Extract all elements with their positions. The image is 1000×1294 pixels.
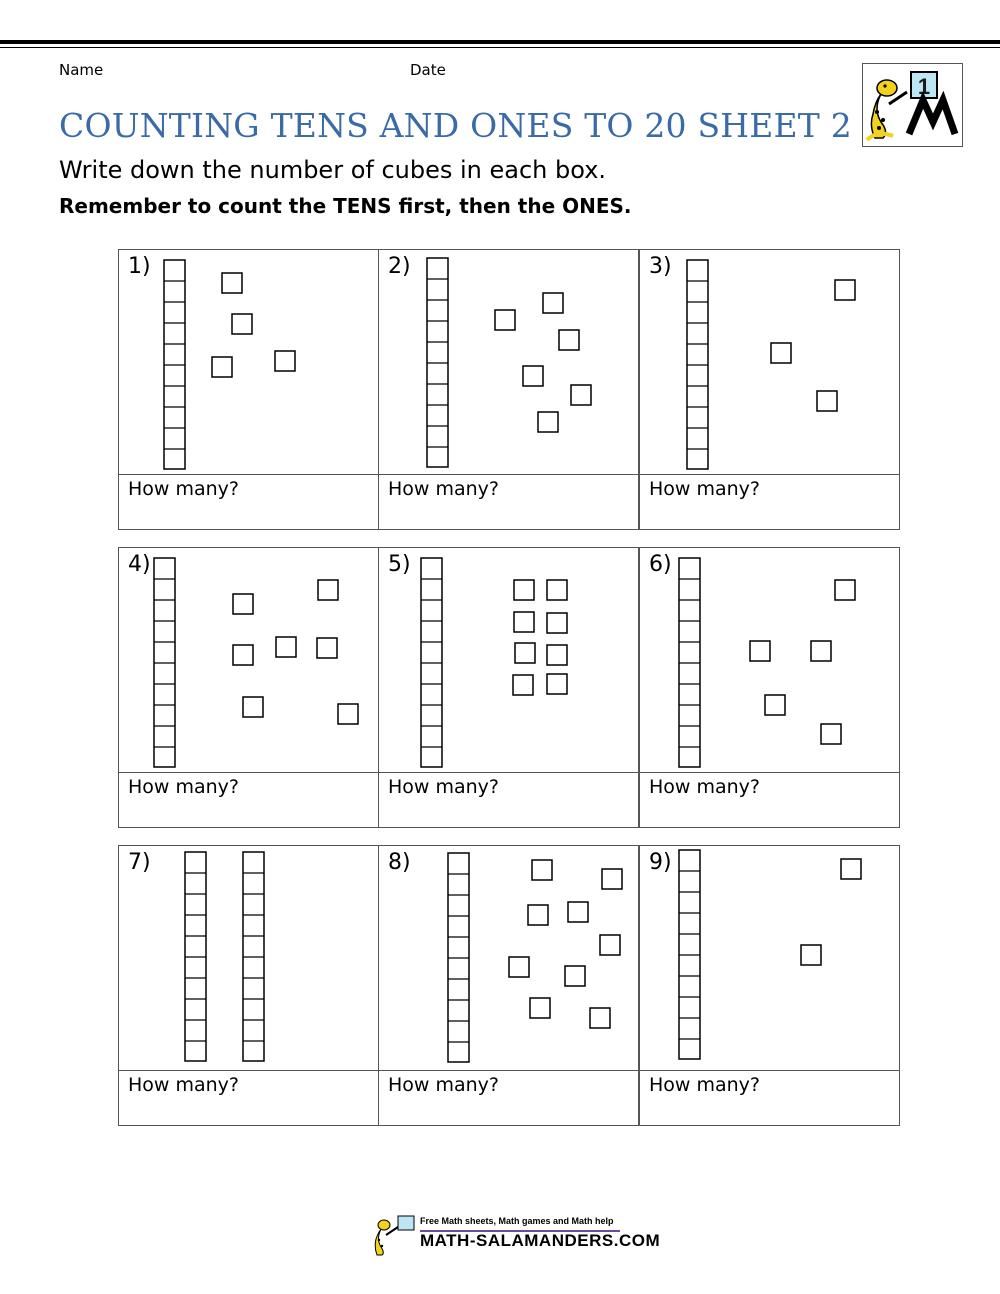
one-cube <box>222 273 242 293</box>
one-cube <box>750 641 770 661</box>
salamander-logo <box>862 63 963 147</box>
ten-rod <box>243 852 264 1061</box>
problem-box <box>118 249 379 530</box>
answer-divider <box>119 772 378 773</box>
page-title: COUNTING TENS AND ONES TO 20 SHEET 2 <box>59 106 852 145</box>
instruction-bold-text: Remember to count the TENS first, then the ONES. <box>59 194 632 218</box>
one-cube <box>318 580 338 600</box>
one-cube <box>233 645 253 665</box>
one-cube <box>275 351 295 371</box>
one-cube <box>547 580 567 600</box>
answer-divider <box>379 1070 638 1071</box>
logo-badge-text: 1 <box>917 74 931 99</box>
how-many-prompt: How many? <box>388 776 500 798</box>
one-cube <box>233 594 253 614</box>
cubes-figure <box>640 250 901 474</box>
one-cube <box>559 330 579 350</box>
one-cube <box>835 580 855 600</box>
one-cube <box>811 641 831 661</box>
problem-number: 9) <box>649 850 672 875</box>
one-cube <box>523 366 543 386</box>
one-cube <box>530 998 550 1018</box>
ten-rod <box>687 260 708 469</box>
problem-box <box>378 547 639 828</box>
one-cube <box>338 704 358 724</box>
problem-box <box>639 547 900 828</box>
one-cube <box>547 613 567 633</box>
one-cube <box>835 280 855 300</box>
answer-divider <box>640 772 899 773</box>
problem-number: 6) <box>649 552 672 577</box>
cubes-figure <box>119 548 380 772</box>
one-cube <box>509 957 529 977</box>
how-many-prompt: How many? <box>649 776 761 798</box>
cubes-figure <box>379 846 640 1070</box>
how-many-prompt: How many? <box>128 1074 240 1096</box>
one-cube <box>771 343 791 363</box>
cubes-figure <box>640 548 901 772</box>
how-many-prompt: How many? <box>388 1074 500 1096</box>
answer-divider <box>640 1070 899 1071</box>
top-rule-thin <box>0 47 1000 48</box>
one-cube <box>547 645 567 665</box>
problem-box <box>639 845 900 1126</box>
one-cube <box>765 695 785 715</box>
ten-rod <box>448 853 469 1062</box>
one-cube <box>565 966 585 986</box>
one-cube <box>514 580 534 600</box>
how-many-prompt: How many? <box>649 478 761 500</box>
one-cube <box>602 869 622 889</box>
answer-divider <box>379 474 638 475</box>
problem-number: 3) <box>649 254 672 279</box>
one-cube <box>841 859 861 879</box>
problem-number: 8) <box>388 850 411 875</box>
one-cube <box>543 293 563 313</box>
how-many-prompt: How many? <box>388 478 500 500</box>
one-cube <box>212 357 232 377</box>
problem-box <box>378 845 639 1126</box>
problem-box <box>118 547 379 828</box>
one-cube <box>515 643 535 663</box>
problem-number: 2) <box>388 254 411 279</box>
cubes-figure <box>379 250 640 474</box>
one-cube <box>532 860 552 880</box>
ten-rod <box>427 258 448 467</box>
problem-number: 5) <box>388 552 411 577</box>
how-many-prompt: How many? <box>128 478 240 500</box>
answer-divider <box>119 474 378 475</box>
one-cube <box>514 612 534 632</box>
salamander-logo-icon <box>863 64 962 146</box>
one-cube <box>547 674 567 694</box>
cubes-figure <box>379 548 640 772</box>
answer-divider <box>119 1070 378 1071</box>
ten-rod <box>154 558 175 767</box>
ten-rod <box>164 260 185 469</box>
how-many-prompt: How many? <box>128 776 240 798</box>
date-label: Date <box>410 61 446 79</box>
one-cube <box>821 724 841 744</box>
cubes-figure <box>640 846 901 1070</box>
one-cube <box>590 1008 610 1028</box>
top-rule-thick <box>0 40 1000 44</box>
footer-salamander-icon <box>372 1213 420 1257</box>
answer-divider <box>379 772 638 773</box>
one-cube <box>801 945 821 965</box>
problem-number: 1) <box>128 254 151 279</box>
one-cube <box>276 637 296 657</box>
ten-rod <box>185 852 206 1061</box>
one-cube <box>571 385 591 405</box>
footer-tagline: Free Math sheets, Math games and Math help <box>420 1216 614 1226</box>
one-cube <box>568 902 588 922</box>
how-many-prompt: How many? <box>649 1074 761 1096</box>
answer-divider <box>640 474 899 475</box>
cubes-figure <box>119 250 380 474</box>
ten-rod <box>421 558 442 767</box>
footer-site-name: MATH-SALAMANDERS.COM <box>420 1231 661 1250</box>
problem-box <box>118 845 379 1126</box>
one-cube <box>232 314 252 334</box>
name-label: Name <box>59 61 104 79</box>
ten-rod <box>679 850 700 1059</box>
one-cube <box>317 638 337 658</box>
one-cube <box>538 412 558 432</box>
problem-box <box>378 249 639 530</box>
problem-number: 7) <box>128 850 151 875</box>
problem-box <box>639 249 900 530</box>
one-cube <box>528 905 548 925</box>
ten-rod <box>679 558 700 767</box>
one-cube <box>817 391 837 411</box>
one-cube <box>513 675 533 695</box>
one-cube <box>495 310 515 330</box>
one-cube <box>243 697 263 717</box>
one-cube <box>600 935 620 955</box>
problem-number: 4) <box>128 552 151 577</box>
cubes-figure <box>119 846 380 1070</box>
instruction-text: Write down the number of cubes in each box. <box>59 156 607 184</box>
